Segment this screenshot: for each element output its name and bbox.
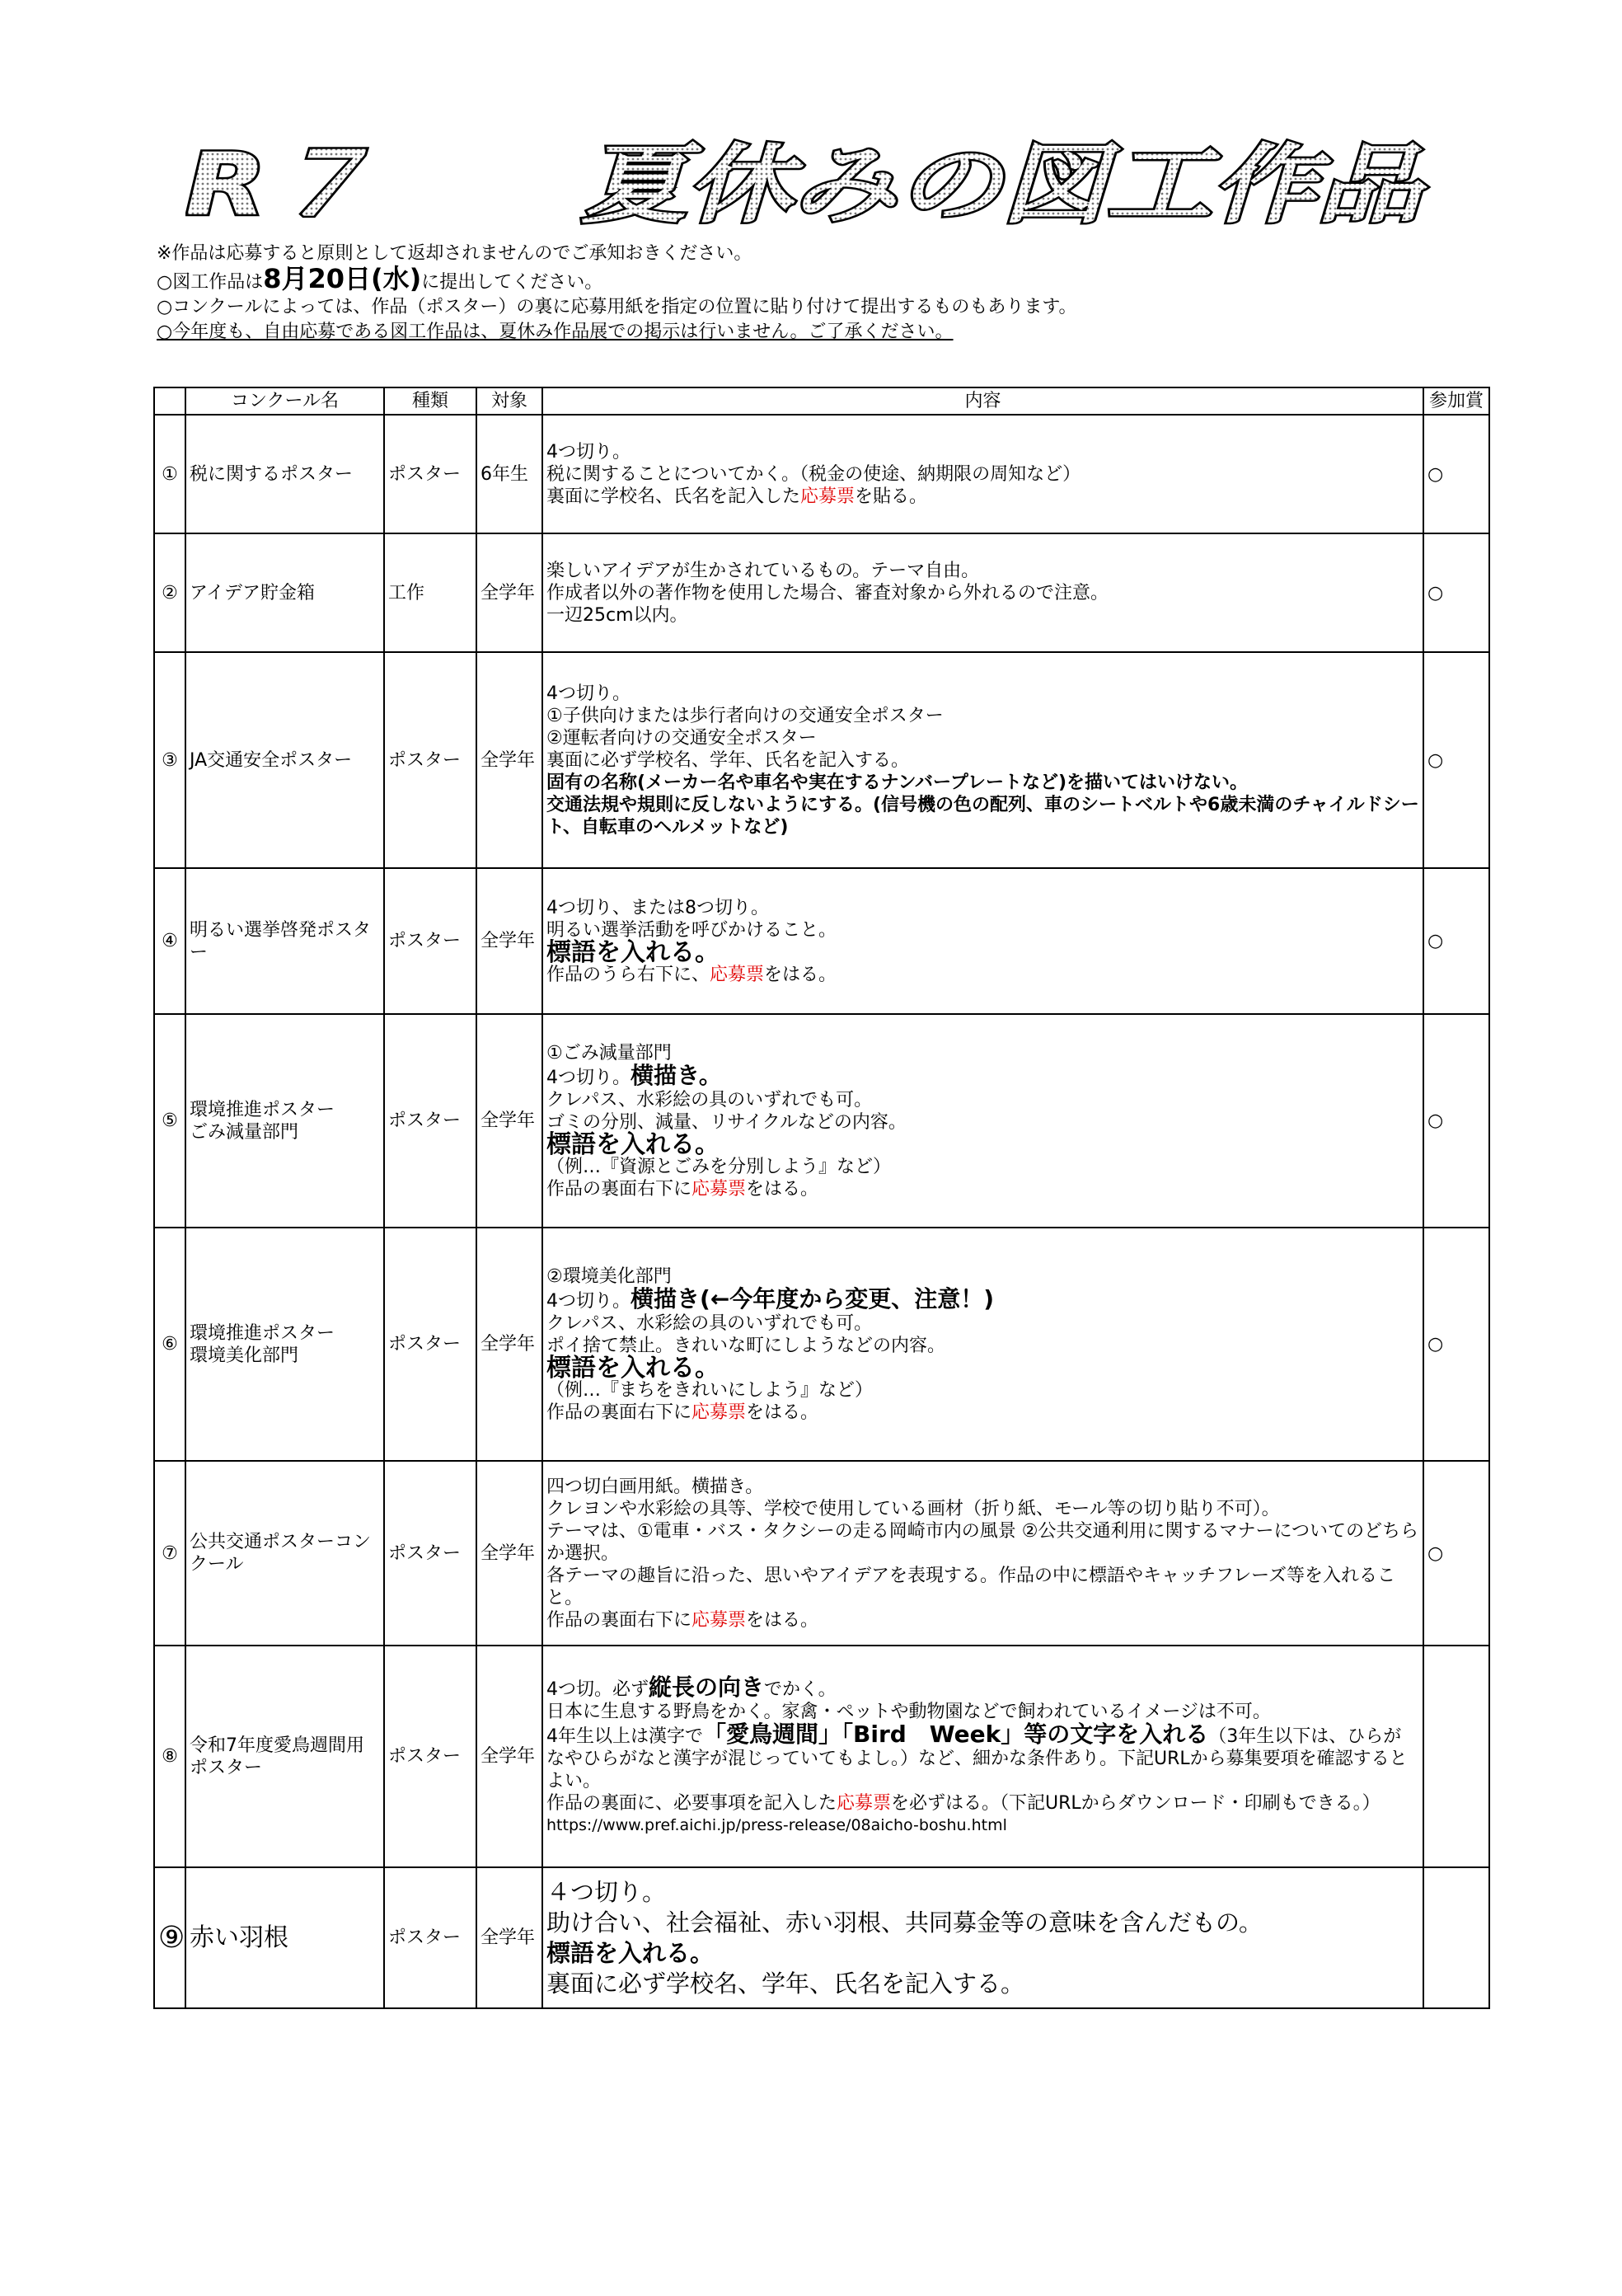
contest-name: 税に関するポスター	[185, 415, 384, 533]
work-type: ポスター	[384, 1228, 476, 1461]
detail-line: クレパス、水彩絵の具のいずれでも可。	[546, 1312, 873, 1334]
detail-line: ゴミの分別、減量、リサイクルなどの内容。	[546, 1111, 907, 1133]
table-row	[154, 1014, 1489, 1228]
slogan-requirement: 標語を入れる。	[546, 1129, 720, 1159]
slogan-requirement: 標語を入れる。	[546, 1353, 720, 1383]
detail-line: （例…『まちをきれいにしよう』など）	[546, 1379, 874, 1401]
entry-form-highlight: 応募票	[691, 1402, 747, 1423]
row-number: ⑧	[154, 1646, 185, 1867]
notice-deadline	[157, 263, 1558, 295]
slogan-requirement: 標語を入れる。	[546, 937, 720, 967]
detail-line-bold: 固有の名称(メーカー名や車名や実在するナンバープレートなど)を描いてはいけない。	[546, 772, 1249, 793]
contest-name: 赤い羽根	[185, 1867, 384, 2008]
detail-line: 助け合い、社会福祉、赤い羽根、共同募金等の意味を含んだもの。	[546, 1908, 1263, 1937]
participation-prize: ○	[1423, 1461, 1489, 1646]
detail-line: 日本に生息する野鳥をかく。家禽・ペットや動物園などで飼われているイメージは不可。	[546, 1702, 1271, 1722]
detail-text: をはる。	[764, 964, 837, 985]
detail-line: 4つ切り、または8つ切り。	[546, 897, 769, 918]
detail-line: 一辺25cm以内。	[546, 604, 688, 626]
detail-line	[546, 964, 1419, 986]
work-type: ポスター	[384, 1867, 476, 2008]
row-number: ②	[154, 533, 185, 652]
detail-text: 作品の裏面右下に	[546, 1178, 692, 1200]
orientation-requirement: 縦長の向き	[649, 1674, 765, 1701]
contest-details	[542, 533, 1423, 652]
participation-prize: ○	[1423, 1014, 1489, 1228]
contest-details	[542, 1228, 1423, 1461]
row-number: ①	[154, 415, 185, 533]
detail-line	[546, 1792, 1419, 1815]
table-row	[154, 533, 1489, 652]
detail-text: 裏面に学校名、氏名を記入した	[546, 486, 801, 507]
work-type: ポスター	[384, 1646, 476, 1867]
contest-details	[542, 1646, 1423, 1867]
detail-line: 四つ切白画用紙。横描き。	[546, 1476, 764, 1497]
target-grade: 全学年	[476, 652, 542, 868]
target-grade: 6年生	[476, 415, 542, 533]
detail-text: 作品の裏面右下に	[546, 1609, 692, 1631]
detail-text: をはる。	[746, 1178, 819, 1200]
notice-block	[157, 242, 1558, 345]
table-row	[154, 1867, 1489, 2008]
detail-line: 作成者以外の著作物を使用した場合、審査対象から外れるので注意。	[546, 582, 1109, 603]
detail-line: ②環境美化部門	[546, 1265, 672, 1287]
target-grade: 全学年	[476, 1228, 542, 1461]
contest-name: 令和7年度愛鳥週間用ポスター	[185, 1646, 384, 1867]
detail-text: を貼る。	[855, 486, 928, 507]
participation-prize: ○	[1423, 652, 1489, 868]
detail-text: を必ずはる。（下記URLからダウンロード・印刷もできる。）	[891, 1793, 1381, 1814]
slogan-requirement: 標語を入れる。	[546, 1938, 715, 1967]
deadline-date: 8月20日(水)	[263, 263, 422, 294]
detail-text: 4つ切り。	[546, 1290, 631, 1312]
orientation-requirement: 横描き。	[631, 1061, 722, 1089]
participation-prize	[1423, 1646, 1489, 1867]
detail-line: ポイ捨て禁止。きれいな町にしようなどの内容。	[546, 1335, 946, 1356]
header-name: コンクール名	[185, 387, 384, 415]
target-grade: 全学年	[476, 1461, 542, 1646]
notice-return: ※作品は応募すると原則として返却されませんのでご承知おきください。	[157, 243, 752, 264]
contest-details	[542, 1461, 1423, 1646]
contest-table	[153, 387, 1490, 2009]
detail-line	[546, 1061, 1419, 1089]
detail-line: ②運転者向けの交通安全ポスター	[546, 727, 817, 749]
work-type: ポスター	[384, 1461, 476, 1646]
detail-line: テーマは、①電車・バス・タクシーの走る岡崎市内の風景 ②公共交通利用に関するマナーについてのどちらか選択。	[546, 1520, 1419, 1564]
table-row	[154, 415, 1489, 533]
detail-text: （3年生以下は、ひらがなやひらがなと漢字が混じっていてもよし。）など、細かな条件あり。下記URLから募集要項を確認するとよい。	[546, 1726, 1408, 1791]
detail-line: 4つ切り。	[546, 683, 631, 704]
detail-text: 4つ切り。	[546, 1067, 631, 1088]
detail-line	[546, 1676, 1419, 1701]
guideline-url: https://www.pref.aichi.jp/press-release/08aicho-boshu.html	[546, 1816, 1007, 1834]
detail-line: ４つ切り。	[546, 1877, 667, 1906]
detail-line: 4つ切り。	[546, 441, 631, 462]
detail-line	[546, 1402, 1419, 1424]
contest-name: 環境推進ポスター 環境美化部門	[185, 1228, 384, 1461]
row-number: ③	[154, 652, 185, 868]
participation-prize: ○	[1423, 533, 1489, 652]
contest-details	[542, 1867, 1423, 2008]
detail-line	[546, 486, 1419, 508]
target-grade: 全学年	[476, 1014, 542, 1228]
row-number: ④	[154, 868, 185, 1014]
contest-name: 公共交通ポスターコンクール	[185, 1461, 384, 1646]
orientation-requirement: 横描き(←今年度から変更、注意！)	[631, 1284, 995, 1312]
detail-text: 作品の裏面に、必要事項を記入した	[546, 1793, 837, 1814]
row-number: ⑨	[154, 1867, 185, 2008]
detail-line-bold: 交通法規や規則に反しないようにする。(信号機の色の配列、車のシートベルトや6歳未満のチャイルドシート、自転車のヘルメットなど)	[546, 794, 1419, 838]
header-target: 対象	[476, 387, 542, 415]
participation-prize: ○	[1423, 868, 1489, 1014]
notice-deadline-suffix: に提出してください。	[421, 272, 603, 293]
detail-line: 裏面に必ず学校名、学年、氏名を記入する。	[546, 749, 910, 771]
target-grade: 全学年	[476, 533, 542, 652]
page-title-banner	[185, 132, 1438, 239]
detail-text: 作品の裏面右下に	[546, 1402, 692, 1423]
entry-form-highlight: 応募票	[800, 486, 856, 507]
detail-line: 明るい選挙活動を呼びかけること。	[546, 919, 837, 941]
contest-details	[542, 652, 1423, 868]
table-row	[154, 1228, 1489, 1461]
detail-line: ①子供向けまたは歩行者向けの交通安全ポスター	[546, 705, 944, 726]
participation-prize: ○	[1423, 1228, 1489, 1461]
contest-name: JA交通安全ポスター	[185, 652, 384, 868]
notice-deadline-prefix: ○図工作品は	[157, 272, 264, 293]
detail-text: 4年生以上は漢字で	[546, 1726, 703, 1747]
work-type: 工作	[384, 533, 476, 652]
detail-line: クレヨンや水彩絵の具等、学校で使用している画材（折り紙、モール等の切り貼り不可）。	[546, 1498, 1280, 1519]
detail-line: 税に関することについてかく。（税金の使途、納期限の周知など）	[546, 463, 1081, 485]
detail-line: クレパス、水彩絵の具のいずれでも可。	[546, 1089, 873, 1110]
page-title: R７ 夏休みの図工作品	[185, 134, 1428, 235]
row-number: ⑥	[154, 1228, 185, 1461]
work-type: ポスター	[384, 652, 476, 868]
detail-text: をはる。	[746, 1402, 819, 1423]
notice-application-form: ○コンクールによっては、作品（ポスター）の裏に応募用紙を指定の位置に貼り付けて提出するものもあります。	[157, 297, 1077, 317]
header-content: 内容	[542, 387, 1423, 415]
detail-line	[546, 1723, 1419, 1792]
contest-name: 明るい選挙啓発ポスター	[185, 868, 384, 1014]
detail-line: 楽しいアイデアが生かされているもの。テーマ自由。	[546, 560, 980, 581]
entry-form-highlight: 応募票	[710, 964, 765, 985]
detail-text: でかく。	[764, 1679, 837, 1700]
target-grade: 全学年	[476, 1867, 542, 2008]
row-number: ⑤	[154, 1014, 185, 1228]
contest-details	[542, 868, 1423, 1014]
detail-line: 各テーマの趣旨に沿った、思いやアイデアを表現する。作品の中に標語やキャッチフレーズ等を入れること。	[546, 1565, 1396, 1608]
contest-details	[542, 1014, 1423, 1228]
target-grade: 全学年	[476, 1646, 542, 1867]
contest-name: 環境推進ポスター ごみ減量部門	[185, 1014, 384, 1228]
header-num	[154, 387, 185, 415]
participation-prize: ○	[1423, 415, 1489, 533]
table-row	[154, 868, 1489, 1014]
detail-line: （例…『資源とごみを分別しよう』など）	[546, 1156, 892, 1177]
contest-details	[542, 415, 1423, 533]
detail-line: 裏面に必ず学校名、学年、氏名を記入する。	[546, 1969, 1025, 1998]
detail-text: 作品のうら右下に、	[546, 964, 710, 985]
target-grade: 全学年	[476, 868, 542, 1014]
work-type: ポスター	[384, 415, 476, 533]
detail-line	[546, 1178, 1419, 1200]
participation-prize	[1423, 1867, 1489, 2008]
table-row	[154, 652, 1489, 868]
table-row	[154, 1646, 1489, 1867]
detail-line	[546, 1609, 1419, 1632]
detail-line	[546, 1284, 1419, 1312]
entry-form-highlight: 応募票	[837, 1793, 892, 1814]
header-prize: 参加賞	[1423, 387, 1489, 415]
table-header-row	[154, 387, 1489, 415]
entry-form-highlight: 応募票	[691, 1609, 747, 1631]
notice-no-display: ○今年度も、自由応募である図工作品は、夏休み作品展での掲示は行いません。ご了承ください。	[157, 322, 954, 342]
table-row	[154, 1461, 1489, 1646]
detail-text: 4つ切。必ず	[546, 1679, 649, 1700]
detail-line: ①ごみ減量部門	[546, 1042, 672, 1063]
work-type: ポスター	[384, 1014, 476, 1228]
work-type: ポスター	[384, 868, 476, 1014]
row-number: ⑦	[154, 1461, 185, 1646]
text-requirement: 「愛鳥週間」「Bird Week」等の文字を入れる	[703, 1721, 1209, 1748]
contest-name: アイデア貯金箱	[185, 533, 384, 652]
header-type: 種類	[384, 387, 476, 415]
entry-form-highlight: 応募票	[691, 1178, 747, 1200]
detail-text: をはる。	[746, 1609, 819, 1631]
